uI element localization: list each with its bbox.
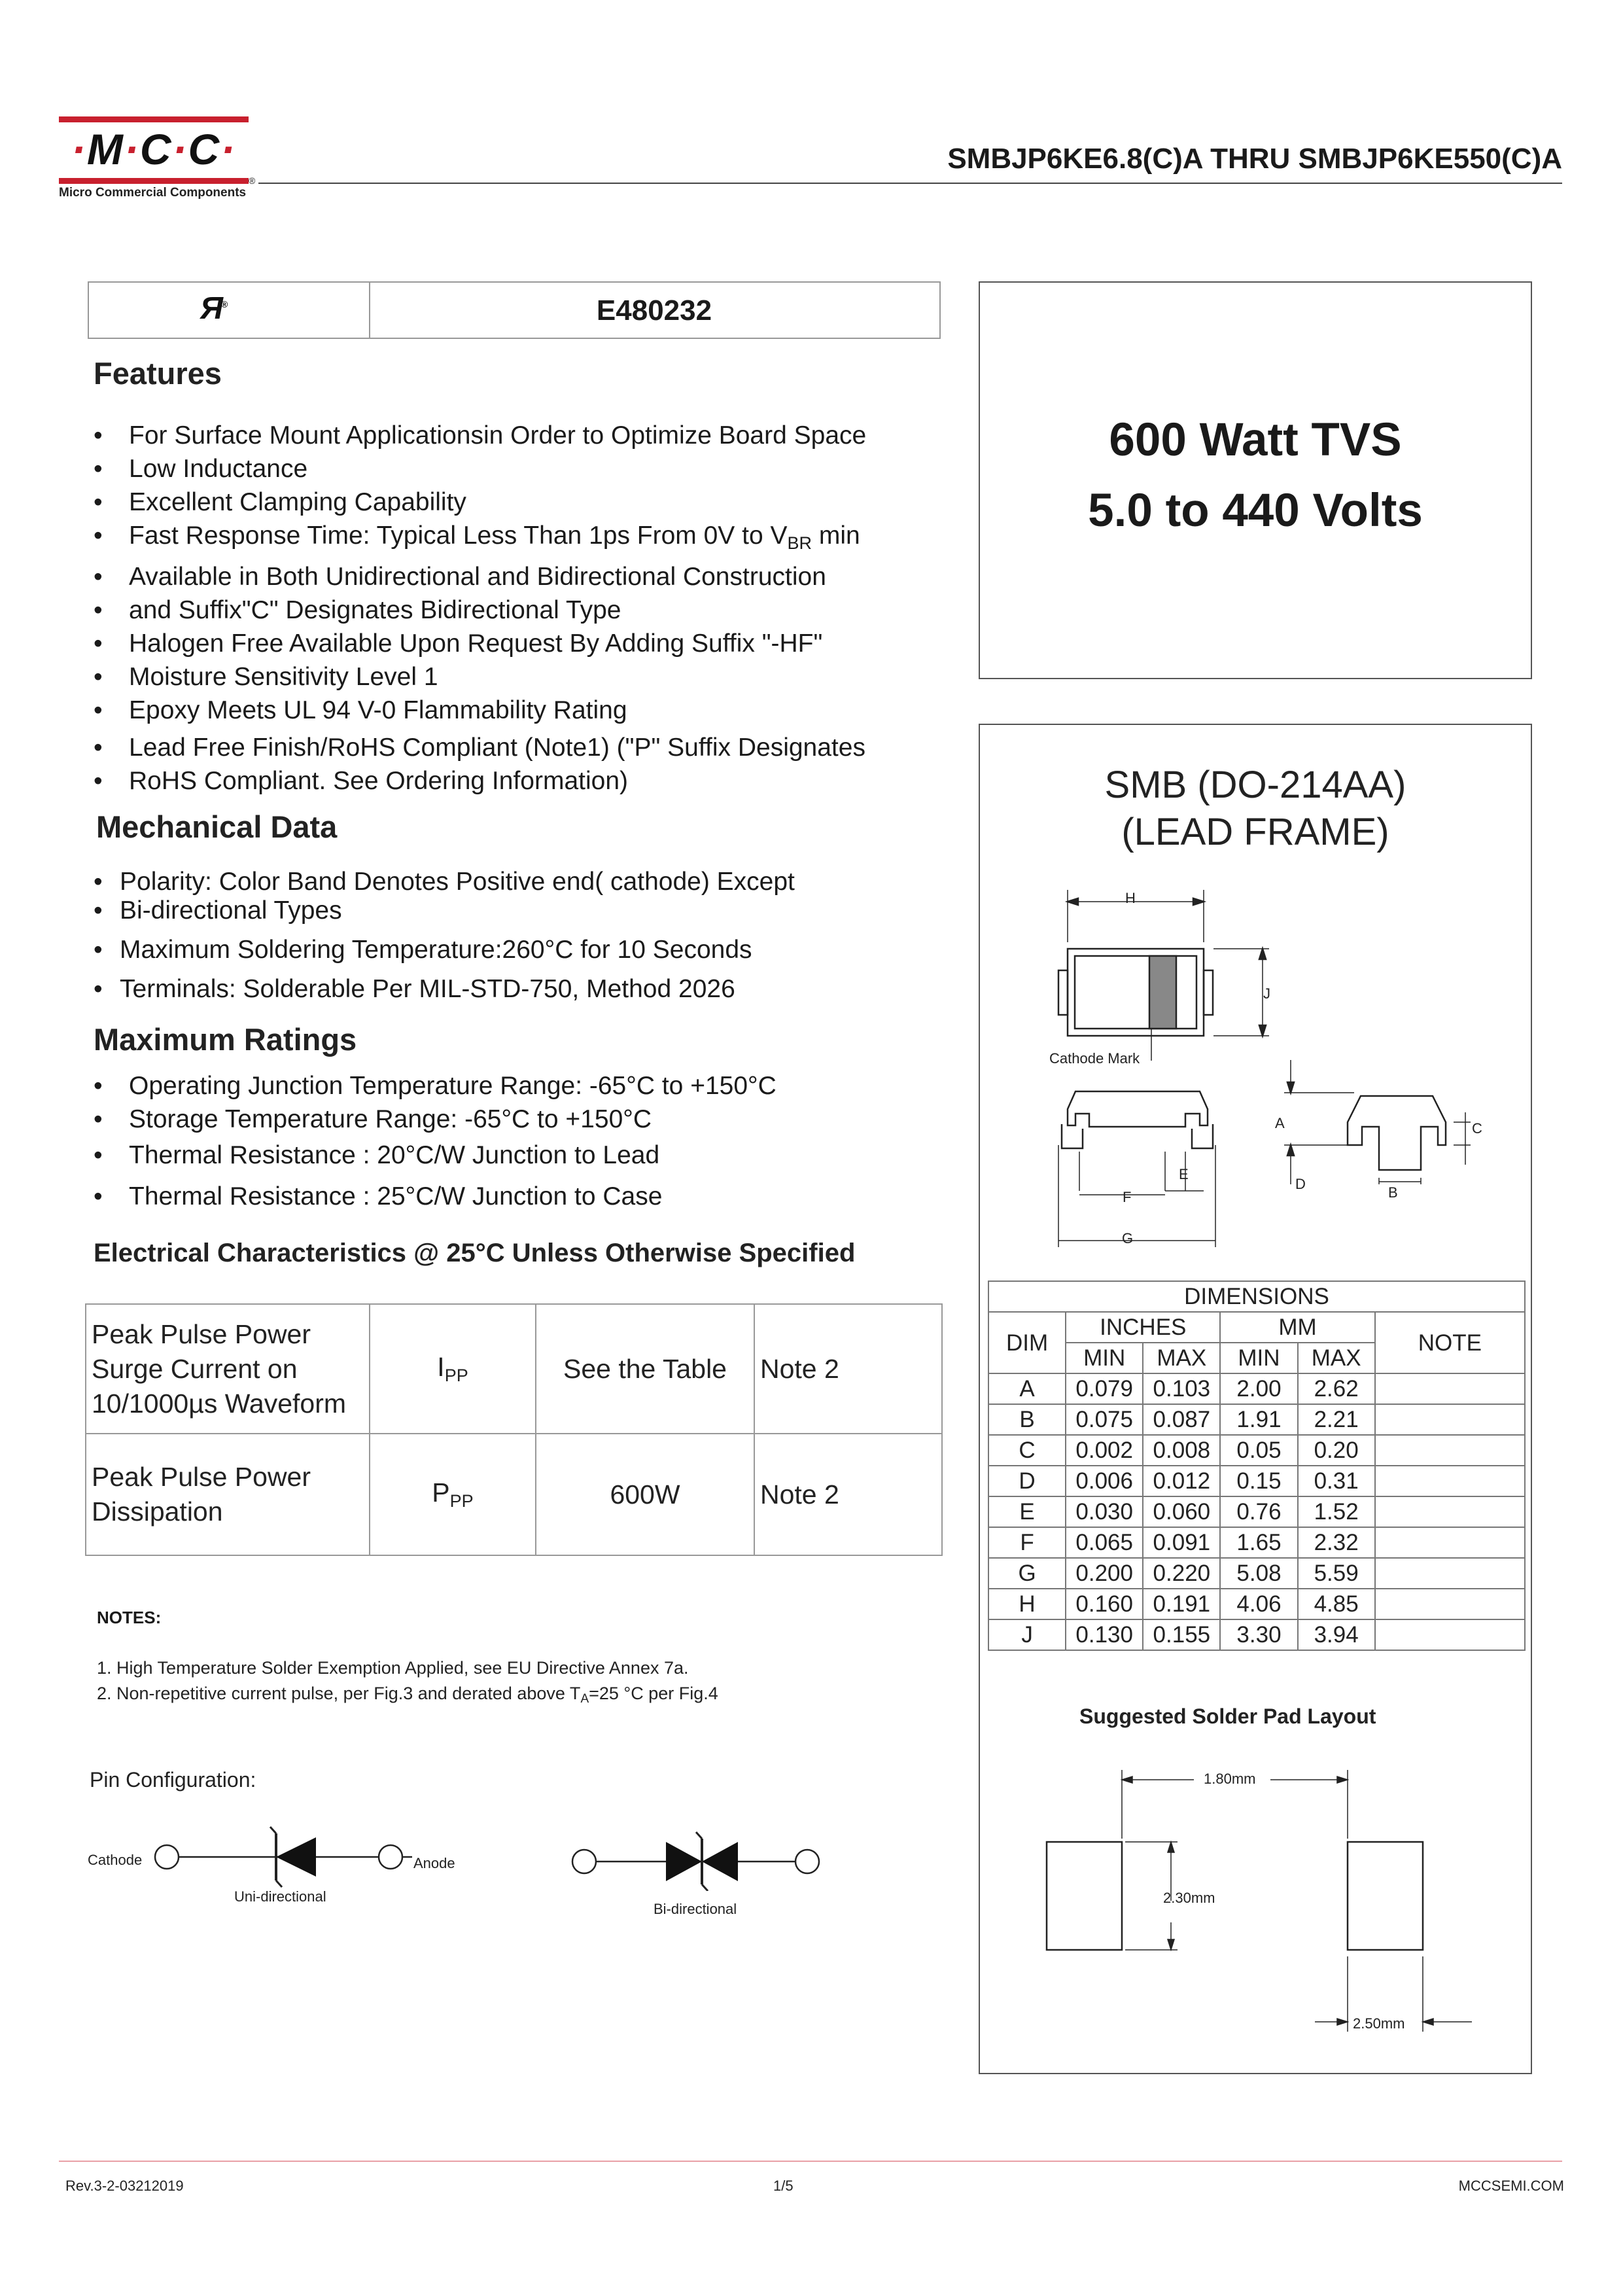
table-row: [988, 1619, 1525, 1650]
ul-certification-box: [88, 281, 941, 339]
ul-recognized-icon: [200, 291, 228, 327]
dim-header: DIM: [988, 1312, 1066, 1373]
dim-value-cell: [1375, 1373, 1525, 1404]
dim-value-cell: 0.006: [1066, 1466, 1143, 1496]
ul-file-number: E480232: [596, 294, 712, 327]
dim-value-cell: 3.94: [1298, 1619, 1375, 1650]
features-heading: Features: [94, 356, 222, 391]
symbol: I: [437, 1352, 445, 1382]
solder-pad-title: Suggested Solder Pad Layout: [1079, 1704, 1376, 1728]
table-header-row: [988, 1281, 1525, 1312]
dim-value-cell: 2.62: [1298, 1373, 1375, 1404]
dim-value-cell: 0.200: [1066, 1558, 1143, 1589]
dim-value-cell: [1375, 1435, 1525, 1466]
ta-suffix: =25 °C per Fig.4: [589, 1684, 718, 1703]
dim-value-cell: [1375, 1527, 1525, 1558]
note-1: 1. High Temperature Solder Exemption Applied, see EU Directive Annex 7a.: [97, 1658, 689, 1678]
note-2: [97, 1684, 718, 1706]
table-row: [988, 1373, 1525, 1404]
dim-label-b: B: [1388, 1184, 1398, 1201]
vbr-subscript: BR: [787, 533, 812, 553]
note-header: NOTE: [1375, 1312, 1525, 1373]
list-item: • Excellent Clamping Capability: [90, 486, 953, 519]
table-row: [988, 1558, 1525, 1589]
package-name: SMB (DO-214AA): [1104, 764, 1406, 806]
package-outline-drawing: [1047, 877, 1531, 1263]
dim-label-c: C: [1472, 1120, 1482, 1137]
dim-value-cell: 0.31: [1298, 1466, 1375, 1496]
symbol-subscript: PP: [449, 1491, 474, 1511]
dim-label-g: G: [1122, 1230, 1134, 1246]
dim-value-cell: 0.079: [1066, 1373, 1143, 1404]
dim-label-h: H: [1125, 890, 1136, 906]
dim-value-cell: 0.008: [1143, 1435, 1220, 1466]
dim-value-cell: 0.087: [1143, 1404, 1220, 1435]
list-item: • Maximum Soldering Temperature:260°C for 10 Seconds: [88, 936, 952, 964]
end-view: [1284, 1060, 1471, 1184]
voltage-range: 5.0 to 440 Volts: [1088, 485, 1423, 537]
dim-value-cell: 0.030: [1066, 1496, 1143, 1527]
cathode-mark-label: Cathode Mark: [1049, 1050, 1140, 1067]
footer-page-number: 1/5: [773, 2178, 794, 2194]
min-header: MIN: [1066, 1343, 1143, 1373]
continuation-text: RoHS Compliant. See Ordering Information): [129, 767, 628, 795]
list-item: • Terminals: Solderable Per MIL-STD-750, Method 2026: [88, 975, 952, 1004]
note-cell: Note 2: [754, 1434, 942, 1555]
part-range-title: SMBJP6KE6.8(C)A THRU SMBJP6KE550(C)A: [947, 143, 1562, 175]
dim-value-cell: 0.075: [1066, 1404, 1143, 1435]
logo-subtitle: Micro Commercial Components: [59, 186, 247, 200]
param-line: Surge Current on: [92, 1353, 298, 1384]
dim-value-cell: 2.00: [1220, 1373, 1297, 1404]
max-header: MAX: [1143, 1343, 1220, 1373]
dim-value-cell: 0.76: [1220, 1496, 1297, 1527]
header-rule: [258, 183, 1562, 184]
features-list: [90, 419, 953, 798]
dim-value-cell: 0.05: [1220, 1435, 1297, 1466]
footer-rule: [59, 2161, 1562, 2162]
logo-registered-mark: ®: [249, 175, 256, 186]
side-view: [1058, 1091, 1215, 1247]
dim-letter-cell: B: [988, 1404, 1066, 1435]
dim-letter-cell: A: [988, 1373, 1066, 1404]
param-line: Peak Pulse Power: [92, 1318, 311, 1349]
dim-value-cell: 0.130: [1066, 1619, 1143, 1650]
dim-value-cell: 1.52: [1298, 1496, 1375, 1527]
symbol-cell: [370, 1304, 536, 1434]
table-row: [988, 1435, 1525, 1466]
list-item: • Available in Both Unidirectional and Bidirectional Construction: [90, 560, 953, 593]
uni-directional-label: Uni-directional: [234, 1888, 326, 1905]
footer-website: MCCSEMI.COM: [1458, 2178, 1564, 2194]
dim-value-cell: 3.30: [1220, 1619, 1297, 1650]
dim-value-cell: 4.06: [1220, 1589, 1297, 1619]
power-rating: 600 Watt TVS: [1109, 414, 1402, 466]
list-item-continuation: [90, 593, 953, 627]
logo-text: ·M·C·C·: [71, 125, 237, 173]
dim-label-j: J: [1263, 985, 1270, 1002]
note-2-text: 2. Non-repetitive current pulse, per Fig.3 and derated above T: [97, 1684, 581, 1703]
ratings-heading: Maximum Ratings: [94, 1022, 357, 1057]
dim-label-e: E: [1179, 1166, 1189, 1182]
dim-value-cell: 0.103: [1143, 1373, 1220, 1404]
continuation-text: and Suffix"C" Designates Bidirectional Type: [129, 596, 621, 624]
dimensions-table: [988, 1280, 1526, 1651]
uni-directional-diode-icon: [155, 1827, 412, 1887]
symbol: P: [432, 1477, 450, 1508]
dim-value-cell: 0.002: [1066, 1435, 1143, 1466]
value-cell: See the Table: [536, 1304, 754, 1434]
anode-label: Anode: [413, 1855, 455, 1871]
footer-revision: Rev.3-2-03212019: [65, 2178, 184, 2194]
dim-value-cell: 0.220: [1143, 1558, 1220, 1589]
bi-directional-label: Bi-directional: [654, 1901, 737, 1917]
dim-value-cell: [1375, 1589, 1525, 1619]
dim-value-cell: [1375, 1404, 1525, 1435]
min-header: MIN: [1220, 1343, 1297, 1373]
logo-top-bar: [59, 116, 249, 122]
pin-config-title: Pin Configuration:: [90, 1768, 256, 1792]
dim-value-cell: 0.060: [1143, 1496, 1220, 1527]
package-type: (LEAD FRAME): [1121, 811, 1389, 853]
electrical-table: [85, 1303, 943, 1556]
param-cell: [86, 1304, 370, 1434]
pad-width-label: 1.80mm: [1204, 1771, 1256, 1787]
dim-letter-cell: J: [988, 1619, 1066, 1650]
ul-logo-text: Я: [200, 291, 221, 326]
logo-bottom-bar: [59, 178, 249, 184]
pad-height-label: 2.30mm: [1163, 1890, 1215, 1906]
dim-value-cell: 0.012: [1143, 1466, 1220, 1496]
table-row: [988, 1496, 1525, 1527]
dim-letter-cell: C: [988, 1435, 1066, 1466]
top-view: [1058, 890, 1269, 1061]
list-item: • Low Inductance: [90, 452, 953, 486]
pin-config-diagram: [147, 1826, 841, 1891]
dim-value-cell: 1.65: [1220, 1527, 1297, 1558]
rating-summary-box: [979, 281, 1532, 679]
mcc-logo: [59, 116, 255, 202]
list-item-continuation: [90, 764, 953, 798]
list-item: • Moisture Sensitivity Level 1: [90, 660, 953, 694]
param-cell: [86, 1434, 370, 1555]
dim-value-cell: 5.59: [1298, 1558, 1375, 1589]
dim-label-a: A: [1275, 1115, 1285, 1131]
ta-subscript: A: [580, 1692, 589, 1706]
list-item: • Storage Temperature Range: -65°C to +150°C: [90, 1103, 953, 1136]
mm-header: MM: [1220, 1312, 1374, 1343]
table-row: [86, 1304, 942, 1434]
dim-label-d: D: [1295, 1176, 1306, 1192]
dim-letter-cell: G: [988, 1558, 1066, 1589]
max-header: MAX: [1298, 1343, 1375, 1373]
param-line: Peak Pulse Power: [92, 1462, 311, 1492]
dim-value-cell: 4.85: [1298, 1589, 1375, 1619]
notes-title: NOTES:: [97, 1608, 162, 1627]
list-item: • Lead Free Finish/RoHS Compliant (Note1) ("P" Suffix Designates: [90, 731, 953, 764]
table-row: [988, 1466, 1525, 1496]
ratings-list: [90, 1069, 953, 1213]
dim-value-cell: [1375, 1619, 1525, 1650]
dim-letter-cell: E: [988, 1496, 1066, 1527]
solder-pads: [1047, 1842, 1423, 1950]
param-line: 10/1000µs Waveform: [92, 1388, 346, 1419]
vbr-suffix: min: [812, 521, 860, 550]
dim-value-cell: 0.091: [1143, 1527, 1220, 1558]
dim-value-cell: 0.065: [1066, 1527, 1143, 1558]
dim-label-f: F: [1123, 1189, 1132, 1205]
dim-value-cell: 1.91: [1220, 1404, 1297, 1435]
value-cell: 600W: [536, 1434, 754, 1555]
electrical-heading: Electrical Characteristics @ 25°C Unless Otherwise Specified: [94, 1239, 856, 1267]
dim-value-cell: 2.32: [1298, 1527, 1375, 1558]
dim-value-cell: 0.191: [1143, 1589, 1220, 1619]
bi-directional-diode-icon: [572, 1832, 819, 1891]
list-item: • Epoxy Meets UL 94 V-0 Flammability Rating: [90, 694, 953, 727]
cathode-label: Cathode: [88, 1852, 143, 1868]
dim-value-cell: 0.15: [1220, 1466, 1297, 1496]
dim-letter-cell: H: [988, 1589, 1066, 1619]
list-item: • Operating Junction Temperature Range: -65°C to +150°C: [90, 1069, 953, 1103]
dimensions-title: DIMENSIONS: [988, 1281, 1525, 1312]
list-item-continuation: [88, 896, 952, 925]
dim-value-cell: 0.155: [1143, 1619, 1220, 1650]
solder-pad-drawing: [1040, 1760, 1498, 2035]
dim-letter-cell: D: [988, 1466, 1066, 1496]
list-item: • Thermal Resistance : 20°C/W Junction to Lead: [90, 1139, 953, 1172]
table-row: [988, 1589, 1525, 1619]
dim-value-cell: 0.20: [1298, 1435, 1375, 1466]
pad-spacing-label: 2.50mm: [1353, 2015, 1405, 2032]
continuation-text: Bi-directional Types: [120, 896, 342, 925]
list-item: • For Surface Mount Applicationsin Order to Optimize Board Space: [90, 419, 953, 452]
list-item: • Polarity: Color Band Denotes Positive end( cathode) Except: [88, 868, 952, 896]
list-item: • Thermal Resistance : 25°C/W Junction to Case: [90, 1180, 953, 1213]
list-item: [90, 519, 953, 560]
dim-value-cell: 2.21: [1298, 1404, 1375, 1435]
dim-value-cell: 0.160: [1066, 1589, 1143, 1619]
dim-value-cell: 5.08: [1220, 1558, 1297, 1589]
ul-logo-r: ®: [221, 299, 228, 309]
mechanical-list: [88, 868, 952, 1004]
note-cell: Note 2: [754, 1304, 942, 1434]
fast-response-text: Fast Response Time: Typical Less Than 1ps From 0V to V: [129, 521, 788, 550]
symbol-cell: [370, 1434, 536, 1555]
dim-value-cell: [1375, 1496, 1525, 1527]
dim-value-cell: [1375, 1466, 1525, 1496]
symbol-subscript: PP: [444, 1366, 468, 1385]
dim-value-cell: [1375, 1558, 1525, 1589]
inches-header: INCHES: [1066, 1312, 1220, 1343]
mechanical-heading: Mechanical Data: [96, 809, 338, 844]
param-line: Dissipation: [92, 1496, 223, 1527]
table-row: [988, 1404, 1525, 1435]
list-item: • Halogen Free Available Upon Request By Adding Suffix "-HF": [90, 627, 953, 660]
table-row: [86, 1434, 942, 1555]
table-header-row: [988, 1312, 1525, 1343]
table-row: [988, 1527, 1525, 1558]
dim-letter-cell: F: [988, 1527, 1066, 1558]
